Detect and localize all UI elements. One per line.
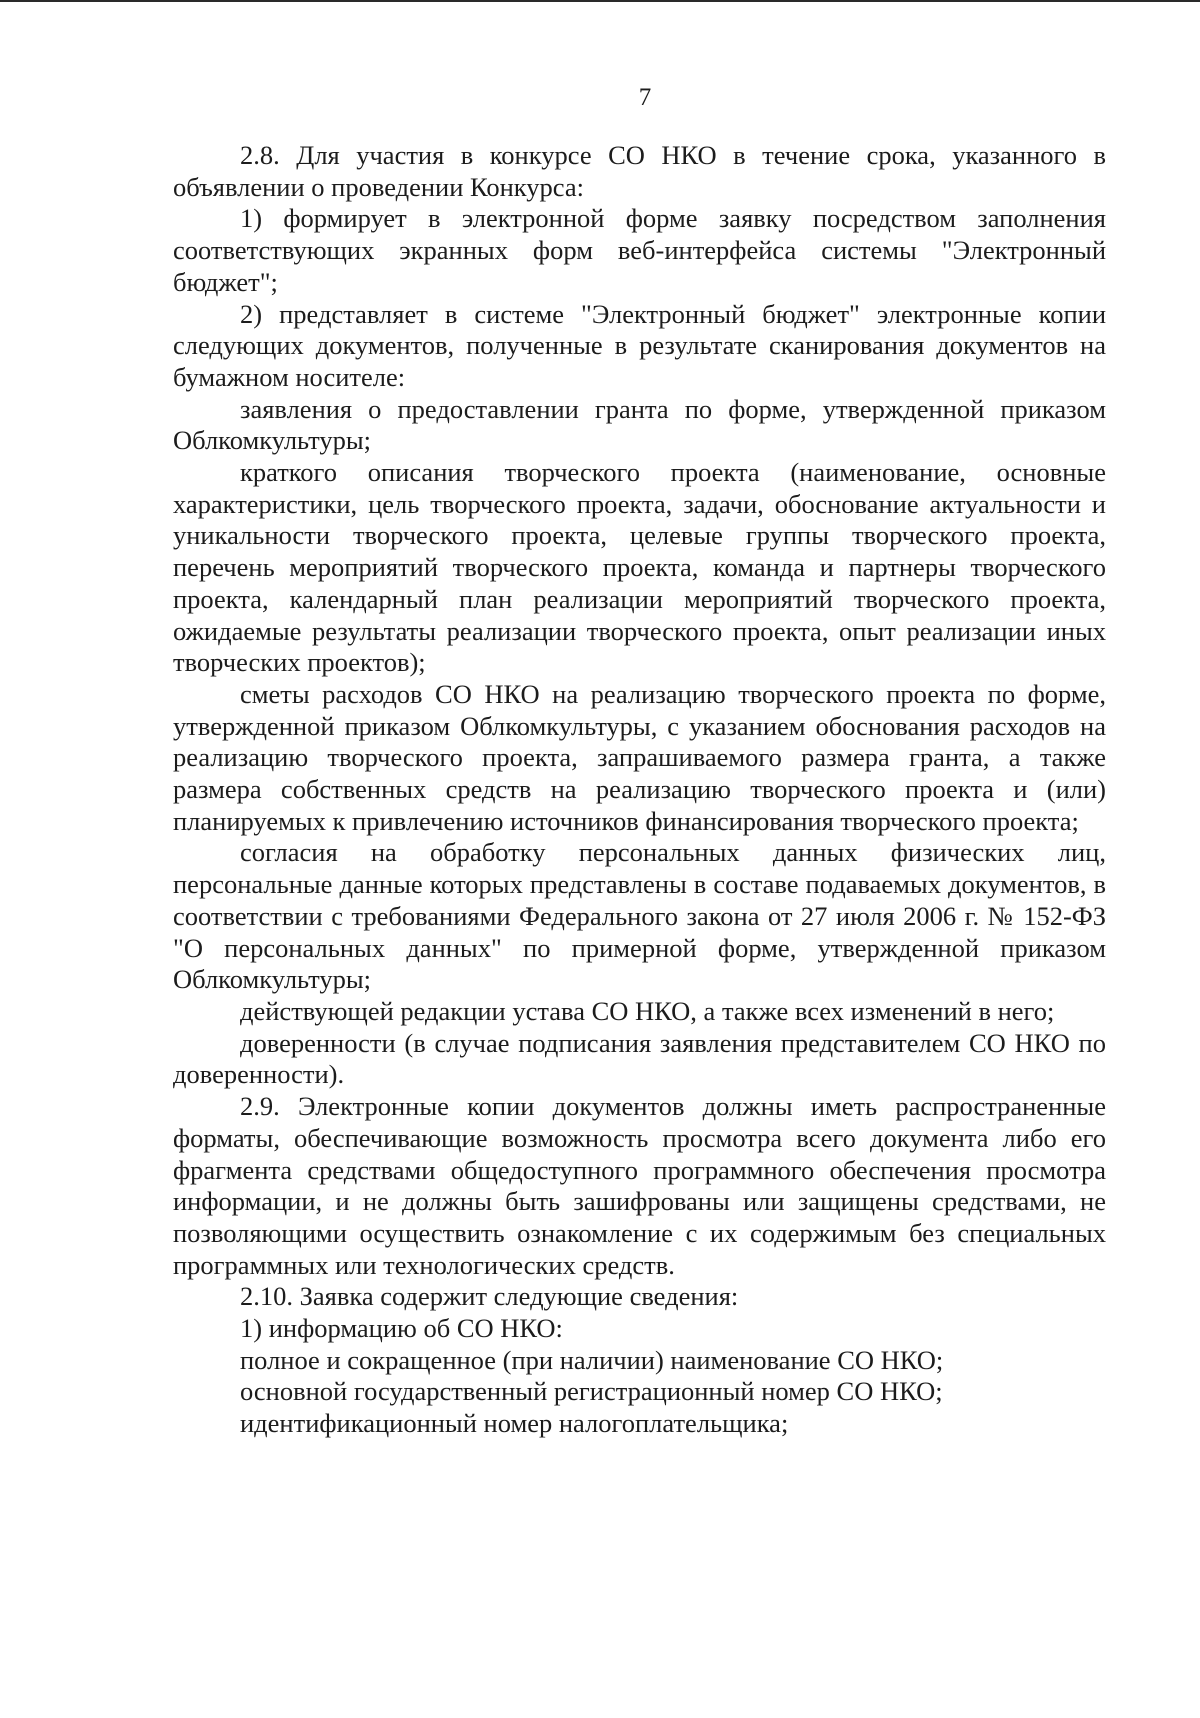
paragraph-2-8-intro: 2.8. Для участия в конкурсе СО НКО в течение срока, указанного в объявлении о проведении Конкурса: — [173, 140, 1106, 202]
paragraph-application: заявления о предоставлении гранта по форме, утвержденной приказом Облкомкультуры; — [173, 393, 1106, 456]
paragraph-2-10-item-1: 1) информацию об СО НКО: — [240, 1313, 563, 1344]
paragraph-info-name: полное и сокращенное (при наличии) наименование СО НКО; — [240, 1344, 944, 1375]
paragraph-info-inn: идентификационный номер налогоплательщика; — [240, 1408, 789, 1439]
paragraph-budget: сметы расходов СО НКО на реализацию творческого проекта по форме, утвержденной приказом Облкомкультуры, с указанием обоснования расходов на реализацию творческого проекта, запрашиваемого размера гранта, а также размера собственных средств на реализацию творческого проекта и (или) планируемых к привлечению источников финансирования творческого проекта; — [173, 678, 1106, 836]
paragraph-project-description: краткого описания творческого проекта (наименование, основные характеристики, цель творческого проекта, задачи, обоснование актуальности и уникальности творческого проекта, целевые группы творческого проекта, перечень мероприятий творческого проекта, команда и партнеры творческого проекта, календарный план реализации мероприятий творческого проекта, ожидаемые результаты реализации творческого проекта, опыт реализации иных творческих проектов); — [173, 457, 1106, 678]
page-number: 7 — [638, 84, 652, 111]
paragraph-power-of-attorney: доверенности (в случае подписания заявления представителем СО НКО по доверенности). — [173, 1027, 1106, 1090]
paragraph-charter: действующей редакции устава СО НКО, а также всех изменений в него; — [240, 995, 1055, 1026]
document-body — [173, 140, 1106, 1440]
paragraph-2-8-item-2: 2) представляет в системе "Электронный бюджет" электронные копии следующих документов, полученные в результате сканирования документов на бумажном носителе: — [173, 298, 1106, 392]
paragraph-2-10-intro: 2.10. Заявка содержит следующие сведения: — [240, 1281, 739, 1312]
paragraph-2-9: 2.9. Электронные копии документов должны иметь распространенные форматы, обеспечивающие возможность просмотра всего документа либо его фрагмента средствами общедоступного программного обеспечения просмотра информации, и не должны быть зашифрованы или защищены средствами, не позволяющими осуществить ознакомление с их содержимым без специальных программных или технологических средств. — [173, 1091, 1106, 1280]
paragraph-info-ogrn: основной государственный регистрационный номер СО НКО; — [240, 1376, 943, 1407]
paragraph-personal-data-consent: согласия на обработку персональных данных физических лиц, персональные данные которых представлены в составе подаваемых документов, в соответствии с требованиями Федерального закона от 27 июля 2006 г. № 152-ФЗ "О персональных данных" по примерной форме, утвержденной приказом Облкомкультуры; — [173, 837, 1106, 995]
paragraph-2-8-item-1: 1) формирует в электронной форме заявку посредством заполнения соответствующих экранных форм веб-интерфейса системы "Электронный бюджет"; — [173, 203, 1106, 297]
